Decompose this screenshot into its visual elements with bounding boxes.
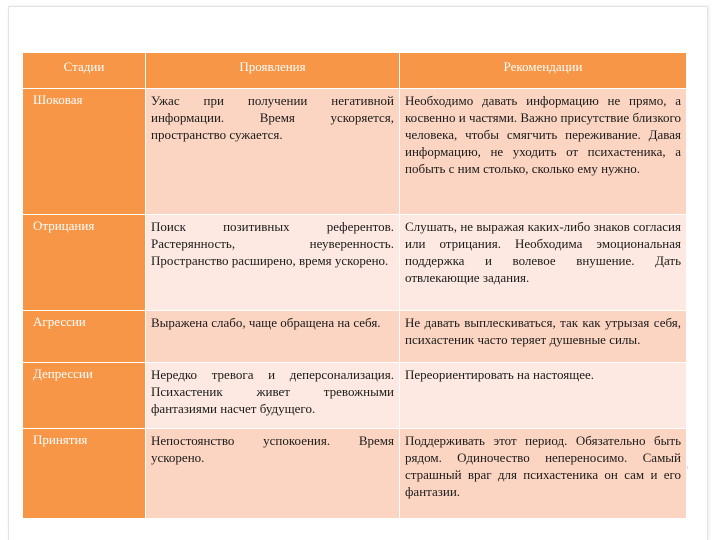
- table-row: [23, 215, 687, 311]
- manifestation-cell: Выражена слабо, чаще обращена на себя.: [146, 311, 400, 363]
- header-stages: Стадии: [23, 53, 146, 89]
- table-row: [23, 311, 687, 363]
- header-manifestations: Проявления: [146, 53, 400, 89]
- table-row: [23, 89, 687, 215]
- recommendation-cell: Необходимо давать информацию не прямо, а косвенно и частями. Важно присутствие близкого человека, чтобы смягчить переживание. Давая информацию, не уходить от психастеника, а побыть с ним столько, сколько ему нужно.: [400, 89, 687, 215]
- stages-table: [22, 52, 687, 519]
- table-row: [23, 363, 687, 429]
- stage-cell: Отрицания: [23, 215, 146, 311]
- table-header-row: [23, 53, 687, 89]
- stage-cell: Шоковая: [23, 89, 146, 215]
- header-recommendations: Рекомендации: [400, 53, 687, 89]
- recommendation-cell: Переориентировать на настоящее.: [400, 363, 687, 429]
- manifestation-cell: Поиск позитивных референтов. Растерянность, неуверенность. Пространство расширено, время ускорено.: [146, 215, 400, 311]
- manifestation-cell: Ужас при получении негативной информации. Время ускоряется, пространство сужается.: [146, 89, 400, 215]
- table-row: [23, 429, 687, 519]
- recommendation-cell: Поддерживать этот период. Обязательно быть рядом. Одиночество непереносимо. Самый страшный враг для психастеника он сам и его фантазии.: [400, 429, 687, 519]
- stage-cell: Агрессии: [23, 311, 146, 363]
- stage-cell: Принятия: [23, 429, 146, 519]
- recommendation-cell: Не давать выплескиваться, так как утрызая себя, психастеник часто теряет душевные силы.: [400, 311, 687, 363]
- recommendation-cell: Слушать, не выражая каких-либо знаков согласия или отрицания. Необходима эмоциональная поддержка и волевое внушение. Дать отвлекающие задания.: [400, 215, 687, 311]
- manifestation-cell: Нередко тревога и деперсонализация. Психастеник живет тревожными фантазиями насчет будущего.: [146, 363, 400, 429]
- stage-cell: Депрессии: [23, 363, 146, 429]
- manifestation-cell: Непостоянство успокоения. Время ускорено.: [146, 429, 400, 519]
